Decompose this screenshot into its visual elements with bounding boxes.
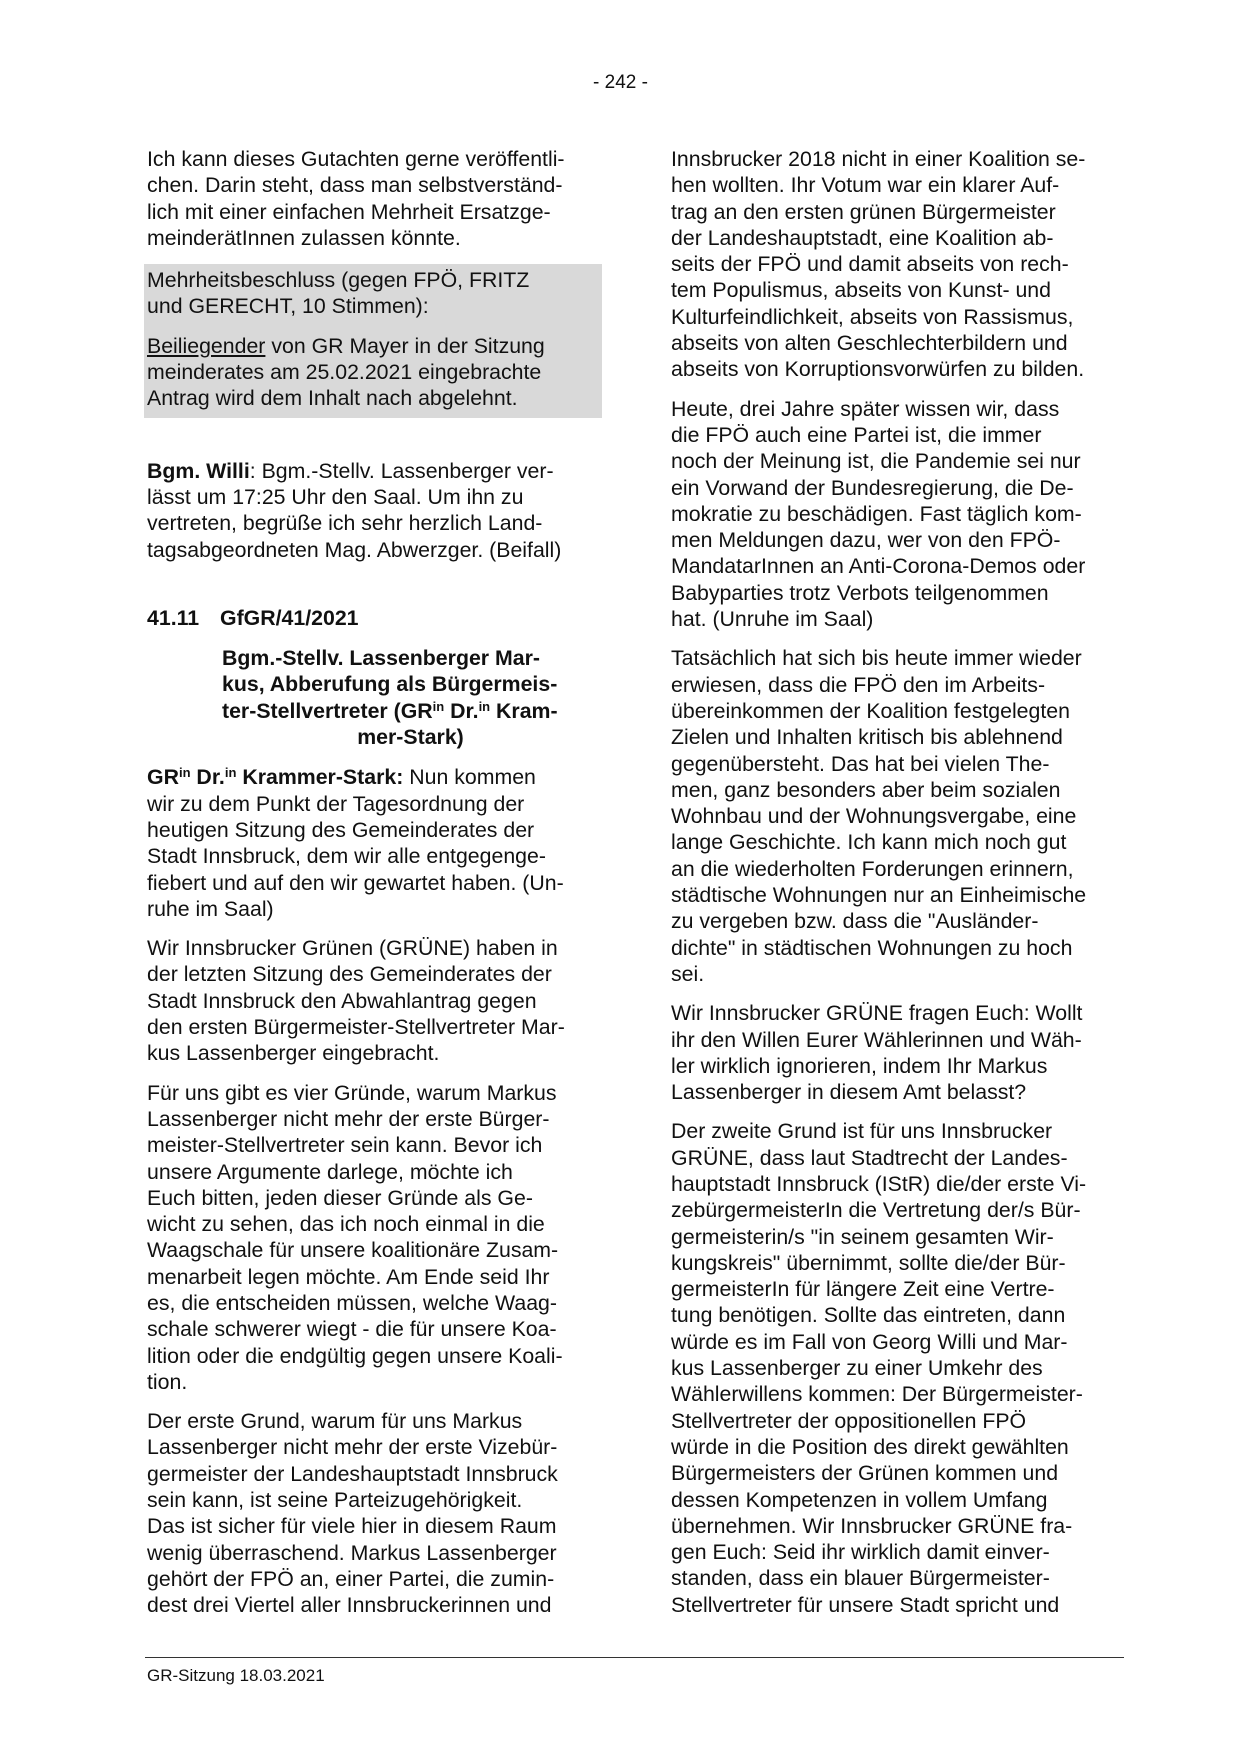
speech-paragraph: Heute, drei Jahre später wissen wir, dass die FPÖ auch eine Partei ist, die immer noch der Meinung ist, die Pandemie sei nur ein Vorwand der Bundesregierung, die De- mokratie zu beschädigen. Fast täglich kom- men Meldungen dazu, wer von den FPÖ- MandatarInnen an Anti-Corona-Demos oder Babyparties trotz Verbots teilgenommen hat. (Unruhe im Saal) — [671, 396, 1086, 632]
resolution-text: Beiliegender von GR Mayer in der Sitzung meinderates am 25.02.2021 eingebrachte Antrag wird dem Inhalt nach abgelehnt. — [147, 333, 545, 411]
underlined-word: Beiliegender — [147, 333, 266, 358]
agenda-item-number: 41.11 — [147, 605, 200, 630]
agenda-item-heading — [147, 605, 599, 631]
footer-session-date: GR-Sitzung 18.03.2021 — [147, 1666, 325, 1685]
footer-divider — [145, 1657, 1124, 1658]
speech-paragraph: Innsbrucker 2018 nicht in einer Koalition se- hen wollten. Ihr Votum war ein klarer Auf- trag an den ersten grünen Bürgermeister der Landeshauptstadt, eine Koalition ab- seits der FPÖ und damit abseits von rech- tem Populismus, abseits von Kunst- und Kulturfeindlichkeit, abseits von Rassismus, abseits von alten Geschlechterbildern und abseits von Korruptionsvorwürfen zu bilden. — [671, 147, 1086, 382]
speech-paragraph: $GR^{in}$ Dr.$^{in}$ Krammer-Stark: Nun kommen wir zu dem Punkt der Tagesordnung der heutigen Sitzung des Gemeinderates der Stadt Innsbruck, dem wir alle entgegenge- fiebert und auf den wir gewartet haben. (Un- ruhe im Saal) — [147, 765, 564, 921]
speaker-name: $GR^{in}$ Dr.$^{in}$ Krammer-Stark: — [147, 765, 404, 790]
agenda-item-code: GfGR/41/2021 — [220, 605, 359, 630]
paragraph: Ich kann dieses Gutachten gerne veröffentli- chen. Darin steht, dass man selbstverständ- lich mit einer einfachen Mehrheit Ersatzge- meinderätInnen zulassen könnte. — [147, 147, 565, 250]
speech-paragraph: Wir Innsbrucker Grünen (GRÜNE) haben in der letzten Sitzung des Gemeinderates der Stadt Innsbruck den Abwahlantrag gegen den ersten Bürgermeister-Stellvertreter Mar- kus Lassenberger eingebracht. — [147, 936, 565, 1066]
agenda-item-title: Bgm.-Stellv. Lassenberger Mar- kus, Abberufung als Bürgermeis- ter-Stellvertreter ($GR^{in}$ Dr.$^{in}$ Kram- mer-Stark) — [222, 646, 558, 750]
resolution-box — [144, 264, 602, 417]
page-number: - 242 - — [593, 72, 648, 93]
speech-paragraph: Tatsächlich hat sich bis heute immer wieder erwiesen, dass die FPÖ den im Arbeits- übereinkommen der Koalition festgelegten Zielen und Inhalten kritisch bis ablehnend gegenübersteht. Das hat bei vielen The- men, ganz besonders aber beim sozialen Wohnbau und der Wohnungsvergabe, eine lange Geschichte. Ich kann mich noch gut an die wiederholten Forderungen erinnern, städtische Wohnungen nur an Einheimische zu vergeben bzw. dass die "Ausländer- dichte" in städtischen Wohnungen zu hoch sei. — [671, 646, 1087, 986]
speech-paragraph: Der erste Grund, warum für uns Markus Lassenberger nicht mehr der erste Vizebür- germeister der Landeshauptstadt Innsbruck sein kann, ist seine Parteizugehörigkeit. Das ist sicher für viele hier in diesem Raum wenig überraschend. Markus Lassenberger gehört der FPÖ an, einer Partei, die zumin- dest drei Viertel aller Innsbruckerinnen und — [147, 1409, 558, 1618]
speech-paragraph: Wir Innsbrucker GRÜNE fragen Euch: Wollt ihr den Willen Eurer Wählerinnen und Wäh- ler wirklich ignorieren, indem Ihr Markus Lassenberger in diesem Amt belasst? — [671, 1001, 1083, 1105]
mayor-statement: Bgm. Willi: Bgm.-Stellv. Lassenberger ver- lässt um 17:25 Uhr den Saal. Um ihn zu vertreten, begrüße ich sehr herzlich Land- tagsabgeordneten Mag. Abwerzger. (Beifall) — [147, 458, 562, 562]
speech-paragraph: Der zweite Grund ist für uns Innsbrucker GRÜNE, dass laut Stadtrecht der Landes- hauptstadt Innsbruck (IStR) die/der erste Vi- zebürgermeisterIn die Vertretung der/s Bür- germeisterin/s "in seinem gesamten Wir- kungskreis" übernimmt, sollte die/der Bür- germeisterIn für längere Zeit eine Vertre- tung benötigen. Sollte das eintreten, dann würde es im Fall von Georg Willi und Mar- kus Lassenberger zu einer Umkehr des Wählerwillens kommen: Der Bürgermeister- Stellvertreter der oppositionellen FPÖ würde in die Position des direkt gewählten Bürgermeisters der Grünen kommen und dessen Kompetenzen in vollem Umfang übernehmen. Wir Innsbrucker GRÜNE fra- gen Euch: Seid ihr wirklich damit einver- standen, dass ein blauer Bürgermeister- Stellvertreter für unsere Stadt spricht und — [671, 1119, 1087, 1617]
speaker-name: Bgm. Willi — [147, 458, 250, 483]
resolution-heading: Mehrheitsbeschluss (gegen FPÖ, FRITZ und GERECHT, 10 Stimmen): — [147, 268, 530, 319]
right-column — [671, 146, 1123, 1631]
left-column — [147, 146, 599, 1632]
speech-paragraph: Für uns gibt es vier Gründe, warum Markus Lassenberger nicht mehr der erste Bürger- meister-Stellvertreter sein kann. Bevor ich unsere Argumente darlege, möchte ich Euch bitten, jeden dieser Gründe als Ge- wicht zu sehen, das ich noch einmal in die Waagschale für unsere koalitionäre Zusam- menarbeit legen möchte. Am Ende seid Ihr es, die entscheiden müssen, welche Waag- schale schwerer wiegt - die für unsere Koa- lition oder die endgültig gegen unsere Koali- tion. — [147, 1080, 563, 1394]
